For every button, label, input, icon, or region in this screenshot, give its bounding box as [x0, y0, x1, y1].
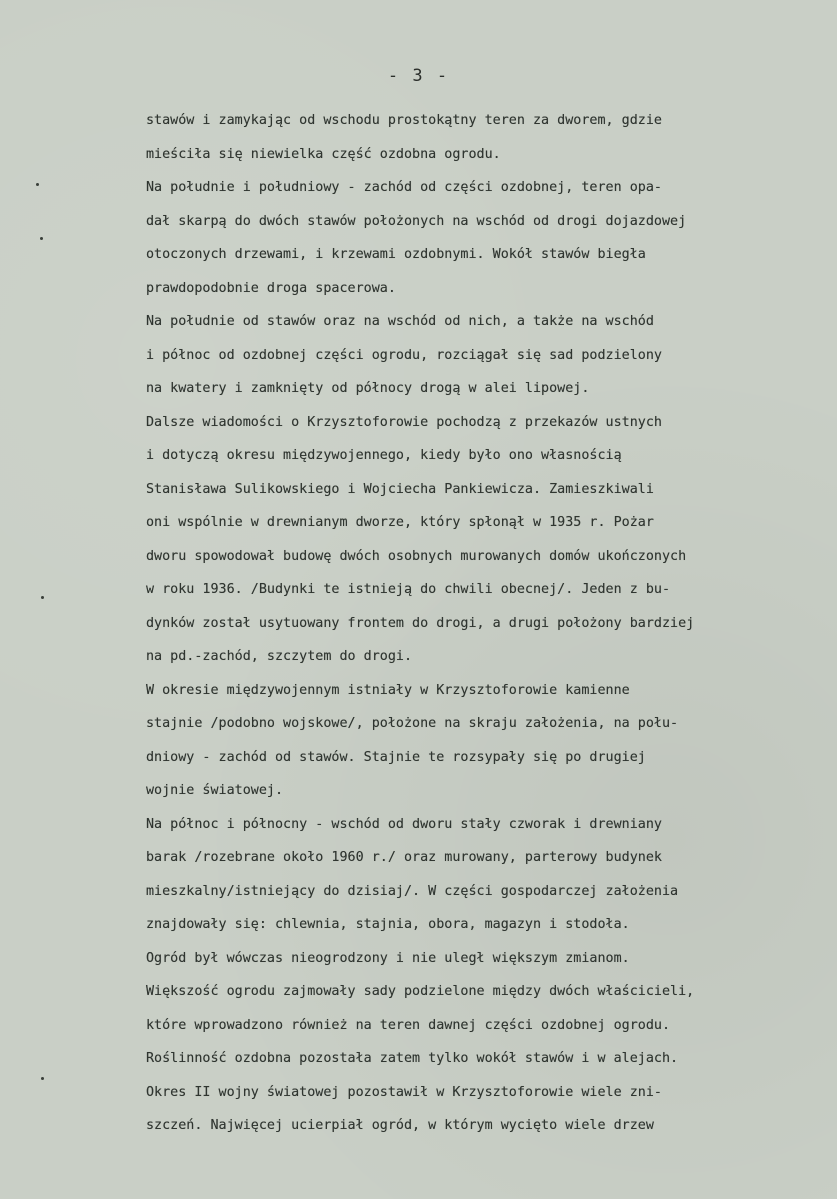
text-line: Na południe od stawów oraz na wschód od nich, a także na wschód — [146, 314, 654, 329]
text-line: Roślinność ozdobna pozostała zatem tylko wokół stawów i w alejach. — [146, 1051, 679, 1066]
text-line: stajnie /podobno wojskowe/, położone na skraju założenia, na połu- — [146, 716, 679, 731]
text-line: Większość ogrodu zajmowały sady podzielone między dwóch właścicieli, — [146, 984, 695, 999]
typed-text-body — [146, 104, 826, 1143]
text-line: prawdopodobnie droga spacerowa. — [146, 280, 396, 296]
text-line: wojnie światowej. — [146, 783, 284, 798]
text-line: i dotyczą okresu międzywojennego, kiedy było ono własnością — [146, 448, 622, 463]
text-line: barak /rozebrane około 1960 r./ oraz murowany, parterowy budynek — [146, 850, 662, 865]
text-line: i północ od ozdobnej części ogrodu, rozciągał się sad podzielony — [146, 347, 662, 363]
text-line: w roku 1936. /Budynki te istnieją do chwili obecnej/. Jeden z bu- — [146, 582, 671, 597]
text-line: Na północ i północny - wschód od dworu stały czworak i drewniany — [146, 816, 662, 832]
text-line: otoczonych drzewami, i krzewami ozdobnymi. Wokół stawów biegła — [146, 247, 646, 262]
text-line: znajdowały się: chlewnia, stajnia, obora, magazyn i stodoła. — [146, 917, 630, 932]
text-line: Dalsze wiadomości o Krzysztoforowie pochodzą z przekazów ustnych — [146, 414, 662, 430]
text-line: dał skarpą do dwóch stawów położonych na wschód od drogi dojazdowej — [146, 213, 687, 229]
text-line: które wprowadzono również na teren dawnej części ozdobnej ogrodu. — [146, 1017, 671, 1033]
text-line: dynków został usytuowany frontem do drogi, a drugi położony bardziej — [146, 615, 695, 631]
margin-mark — [36, 183, 39, 186]
margin-mark — [41, 1077, 44, 1080]
text-line: Stanisława Sulikowskiego i Wojciecha Pankiewicza. Zamieszkiwali — [146, 481, 654, 497]
text-line: Ogród był wówczas nieogrodzony i nie uległ większym zmianom. — [146, 950, 630, 966]
text-line: dworu spowodował budowę dwóch osobnych murowanych domów ukończonych — [146, 548, 687, 564]
text-line: oni wspólnie w drewnianym dworze, który spłonął w 1935 r. Pożar — [146, 515, 654, 530]
margin-mark — [41, 596, 44, 599]
text-line: W okresie międzywojennym istniały w Krzysztoforowie kamienne — [146, 682, 630, 698]
text-line: mieściła się niewielka część ozdobna ogrodu. — [146, 146, 501, 162]
text-line: Na południe i południowy - zachód od części ozdobnej, teren opa- — [146, 180, 662, 195]
text-line: na kwatery i zamknięty od północy drogą w alei lipowej. — [146, 381, 590, 396]
text-line: szczeń. Najwięcej ucierpiał ogród, w którym wycięto wiele drzew — [146, 1118, 654, 1133]
margin-mark — [40, 237, 43, 240]
text-line: na pd.-zachód, szczytem do drogi. — [146, 649, 413, 664]
text-line: stawów i zamykając od wschodu prostokątny teren za dworem, gdzie — [146, 113, 662, 128]
text-line: Okres II wojny światowej pozostawił w Krzysztoforowie wiele zni- — [146, 1084, 662, 1100]
text-line: dniowy - zachód od stawów. Stajnie te rozsypały się po drugiej — [146, 749, 646, 765]
text-line: mieszkalny/istniejący do dzisiaj/. W części gospodarczej założenia — [146, 883, 679, 899]
page-number: - 3 - — [387, 66, 450, 86]
